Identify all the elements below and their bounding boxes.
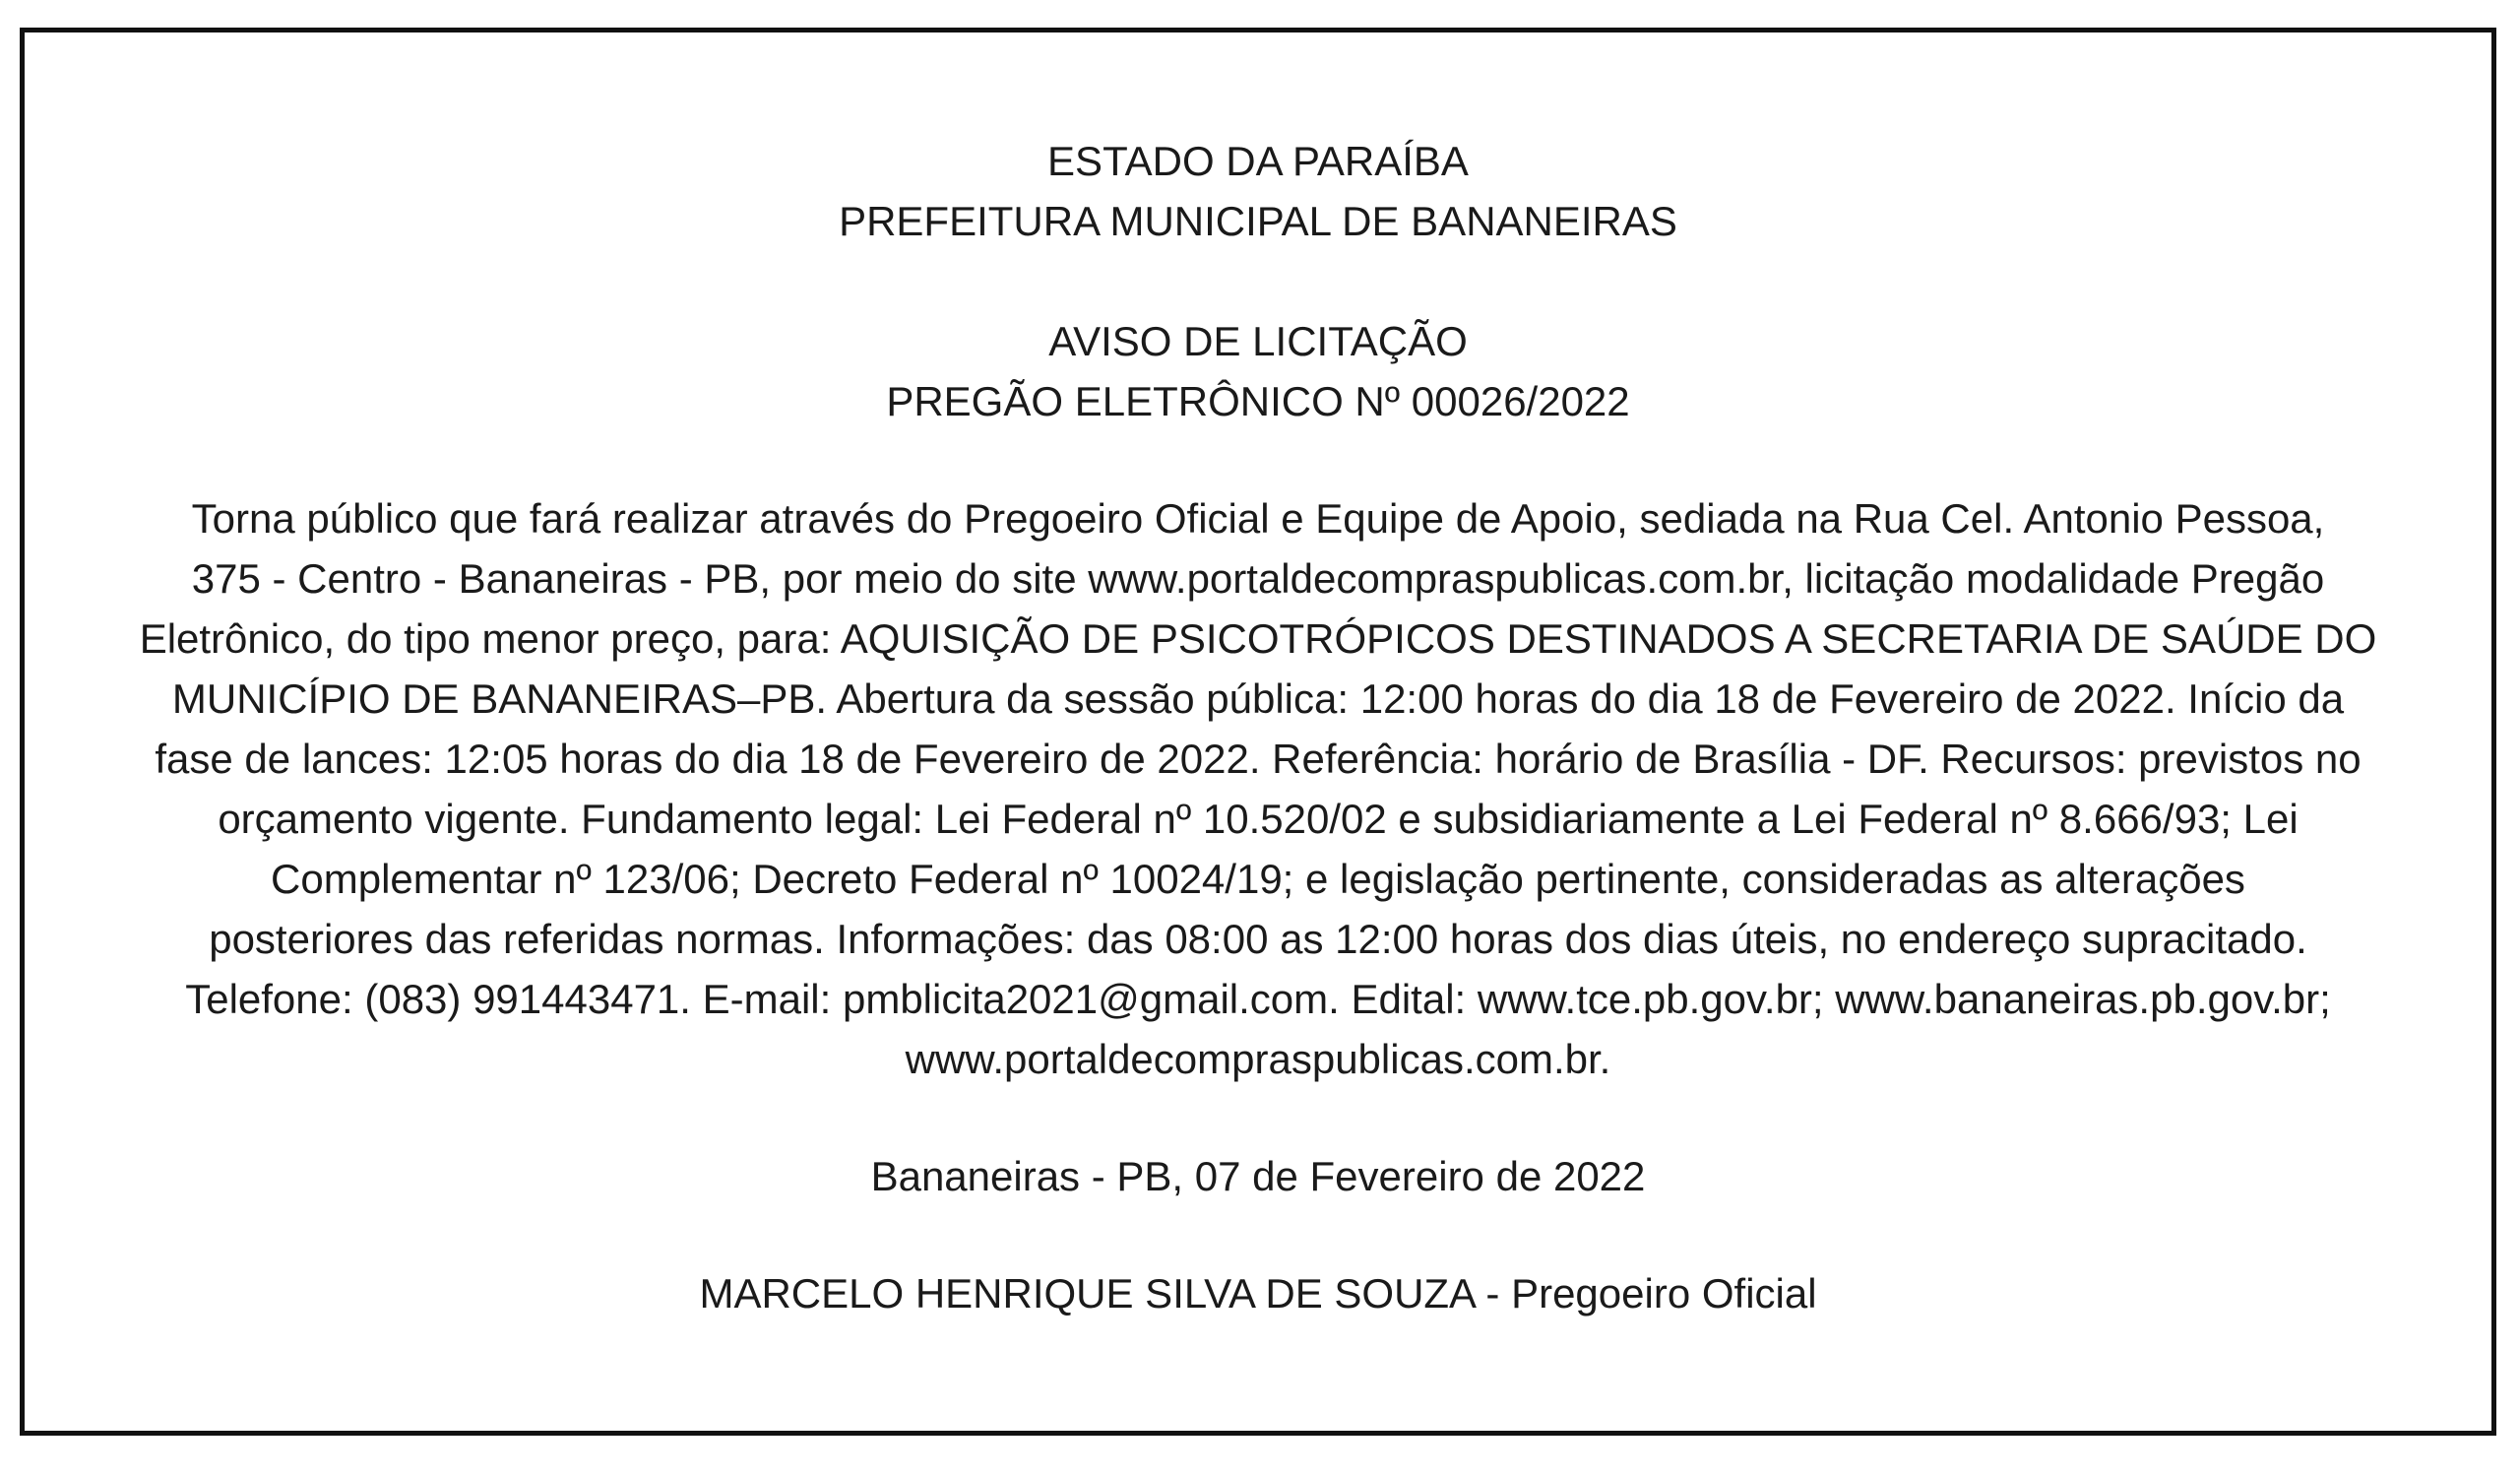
body-line: MUNICÍPIO DE BANANEIRAS–PB. Abertura da sessão pública: 12:00 horas do dia 18 de Fevereiro de 2022. Início da [171, 675, 2345, 722]
state-heading: ESTADO DA PARAÍBA [1047, 138, 1469, 184]
notice-frame [20, 28, 2496, 1436]
signatory: MARCELO HENRIQUE SILVA DE SOUZA - Pregoeiro Oficial [699, 1270, 1817, 1316]
body-line: Eletrônico, do tipo menor preço, para: AQUISIÇÃO DE PSICOTRÓPICOS DESTINADOS A SECRETARIA DE SAÚDE DO [139, 615, 2377, 662]
body-line: fase de lances: 12:05 horas do dia 18 de Fevereiro de 2022. Referência: horário de Brasília - DF. Recursos: previstos no [155, 736, 2362, 782]
notice-content [84, 131, 2432, 1323]
municipality-heading: PREFEITURA MUNICIPAL DE BANANEIRAS [839, 198, 1677, 244]
body-line: posteriores das referidas normas. Informações: das 08:00 as 12:00 horas dos dias úteis, no endereço supracitado. [209, 916, 2307, 962]
body-line: Torna público que fará realizar através do Pregoeiro Oficial e Equipe de Apoio, sediada na Rua Cel. Antonio Pessoa, [191, 495, 2325, 542]
body-line: www.portaldecompraspublicas.com.br. [905, 1036, 1611, 1082]
body-line: orçamento vigente. Fundamento legal: Lei Federal nº 10.520/02 e subsidiariamente a Lei Federal nº 8.666/93; Lei [218, 796, 2299, 842]
body-line: Complementar nº 123/06; Decreto Federal nº 10024/19; e legislação pertinente, consideradas as alterações [271, 856, 2245, 902]
notice-body [84, 488, 2432, 1089]
body-line: Telefone: (083) 991443471. E-mail: pmblicita2021@gmail.com. Edital: www.tce.pb.gov.br; www.bananeiras.pb.gov.br; [185, 976, 2331, 1022]
notice-title: AVISO DE LICITAÇÃO [1048, 318, 1468, 364]
body-line: 375 - Centro - Bananeiras - PB, por meio do site www.portaldecompraspublicas.com.br, licitação modalidade Pregão [191, 555, 2325, 602]
procedure-number: PREGÃO ELETRÔNICO Nº 00026/2022 [886, 378, 1630, 424]
place-date: Bananeiras - PB, 07 de Fevereiro de 2022 [870, 1153, 1646, 1199]
